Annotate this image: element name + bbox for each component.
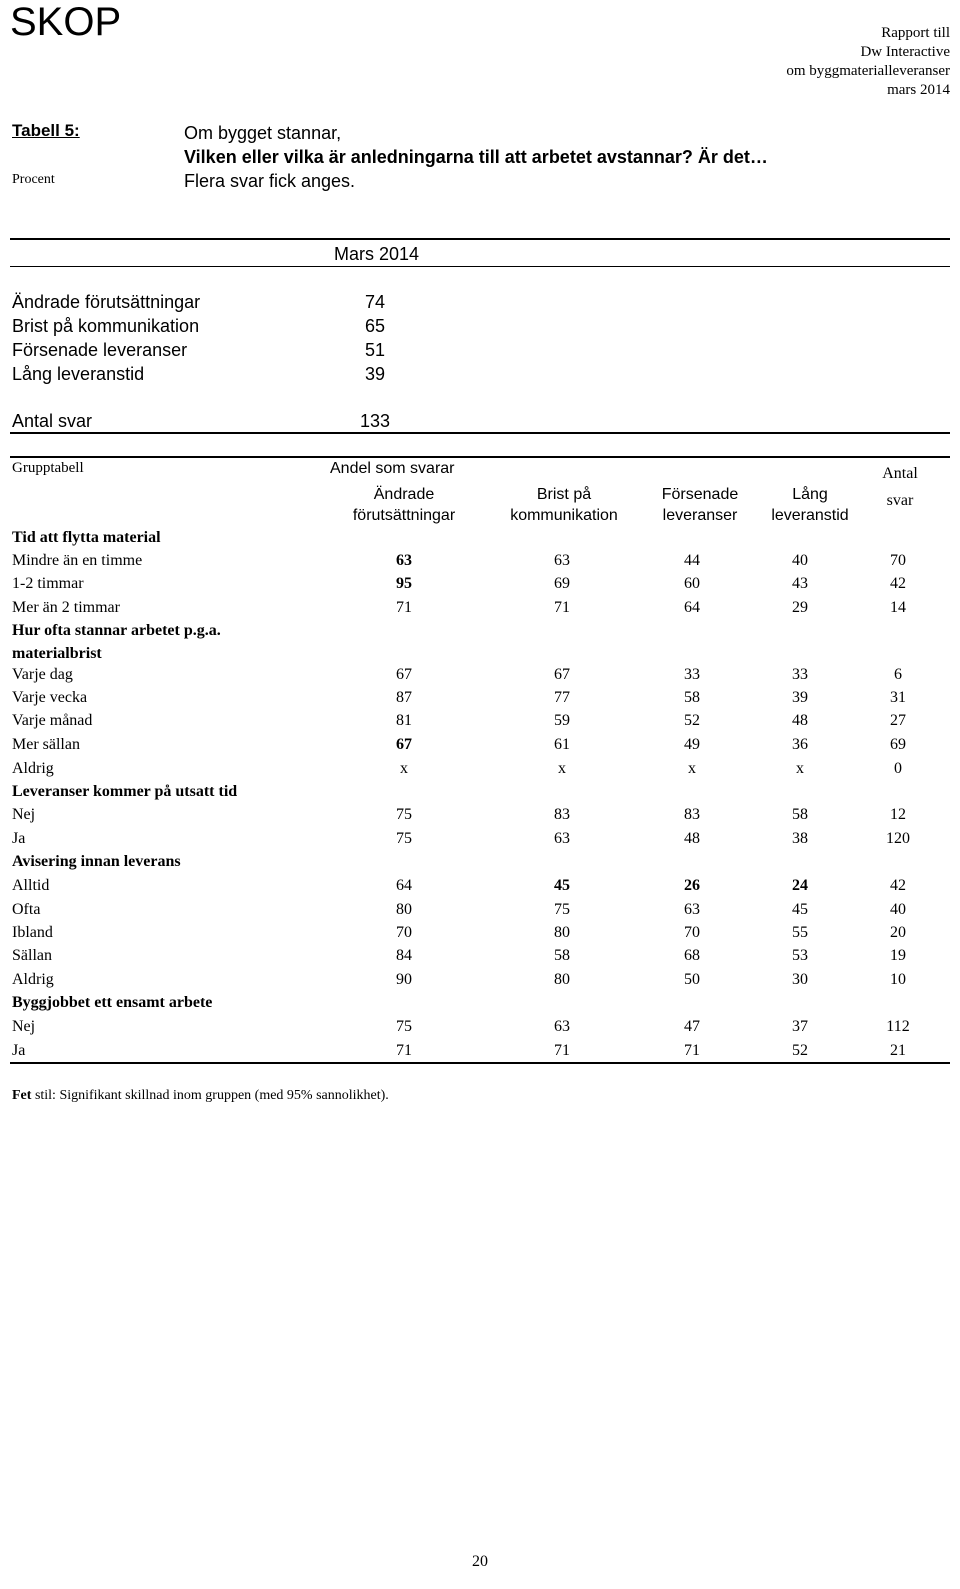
antal-svar-label: Antal svar — [12, 411, 93, 431]
value-cell: 75 — [396, 806, 412, 823]
antal-cell: 19 — [890, 947, 906, 964]
value-cell: 77 — [554, 689, 570, 706]
value-cell: 44 — [684, 552, 700, 569]
row-label: Aldrig — [12, 760, 54, 777]
page-number: 20 — [472, 1553, 488, 1570]
header-rule — [10, 266, 950, 267]
antal-cell: 10 — [890, 971, 906, 988]
column-header-line: Försenade — [661, 486, 739, 503]
value-cell: 30 — [792, 971, 808, 988]
value-cell: 33 — [684, 666, 700, 683]
value-cell: x — [400, 760, 408, 777]
value-cell: 60 — [684, 575, 700, 592]
value-cell: 67 — [396, 666, 412, 683]
group-header-label: Tid att flytta material — [12, 529, 161, 546]
table-row — [0, 877, 960, 900]
report-meta — [786, 24, 950, 100]
totals-row-value: 39 — [364, 364, 386, 384]
table-row — [0, 575, 960, 598]
totals-row-label: Försenade leveranser — [12, 340, 188, 360]
antal-cell: 14 — [890, 599, 906, 616]
row-label: Mer än 2 timmar — [12, 599, 120, 616]
table-bottom-rule — [10, 1062, 950, 1064]
row-label: Varje dag — [12, 666, 73, 683]
table-row — [0, 760, 960, 783]
value-cell: 63 — [554, 830, 570, 847]
group-header-row — [0, 622, 960, 645]
question-note: Flera svar fick anges. — [184, 171, 356, 191]
value-cell: 58 — [684, 689, 700, 706]
value-cell: 40 — [792, 552, 808, 569]
value-cell: 63 — [396, 552, 412, 569]
antal-cell: 31 — [890, 689, 906, 706]
value-cell: 75 — [396, 830, 412, 847]
value-cell: 95 — [396, 575, 412, 592]
value-cell: 80 — [396, 901, 412, 918]
value-cell: 33 — [792, 666, 808, 683]
column-header-lang — [748, 484, 872, 526]
antal-cell: 0 — [894, 760, 902, 777]
value-cell: 67 — [396, 736, 412, 753]
totals-row-value: 65 — [364, 316, 386, 336]
row-label: Mindre än en timme — [12, 552, 143, 569]
antal-cell: 42 — [890, 575, 906, 592]
group-header-label: Hur ofta stannar arbetet p.g.a. — [12, 622, 221, 639]
value-cell: 71 — [554, 599, 570, 616]
value-cell: 37 — [792, 1018, 808, 1035]
report-meta-line: Dw Interactive — [860, 44, 950, 60]
row-label: Nej — [12, 806, 36, 823]
value-cell: 63 — [684, 901, 700, 918]
value-cell: 52 — [792, 1042, 808, 1059]
report-meta-line: Rapport till — [881, 25, 950, 41]
value-cell: 90 — [396, 971, 412, 988]
column-header-line: kommunikation — [510, 507, 618, 524]
row-label: 1-2 timmar — [12, 575, 84, 592]
value-cell: 45 — [792, 901, 808, 918]
table-unit: Procent — [12, 172, 55, 187]
antal-svar-value: 133 — [360, 411, 391, 431]
table-row — [0, 666, 960, 689]
column-header-line: Ändrade — [373, 486, 435, 503]
value-cell: x — [558, 760, 566, 777]
value-cell: 52 — [684, 712, 700, 729]
antal-cell: 40 — [890, 901, 906, 918]
question-title: Vilken eller vilka är anledningarna till att arbetet avstannar? Är det… — [184, 147, 768, 167]
antal-column-header — [860, 460, 940, 514]
value-cell: 45 — [554, 877, 570, 894]
row-label: Varje månad — [12, 712, 93, 729]
column-header-andrade — [342, 484, 466, 526]
table-label: Tabell 5: — [12, 121, 80, 140]
column-header-line: leveranser — [662, 507, 738, 524]
table-row — [0, 689, 960, 712]
value-cell: 75 — [554, 901, 570, 918]
group-header-label: Leveranser kommer på utsatt tid — [12, 783, 238, 800]
column-header-line: förutsättningar — [352, 507, 456, 524]
group-header-label: materialbrist — [12, 645, 102, 662]
value-cell: 38 — [792, 830, 808, 847]
value-cell: 70 — [684, 924, 700, 941]
table-row — [0, 712, 960, 735]
value-cell: 75 — [396, 1018, 412, 1035]
footnote-text: stil: Signifikant skillnad inom gruppen (med 95% sannolikhet). — [31, 1088, 389, 1103]
row-label: Nej — [12, 1018, 36, 1035]
value-cell: 71 — [554, 1042, 570, 1059]
antal-cell: 70 — [890, 552, 906, 569]
antal-cell: 120 — [886, 830, 910, 847]
row-label: Alltid — [12, 877, 50, 894]
value-cell: 58 — [554, 947, 570, 964]
value-cell: 55 — [792, 924, 808, 941]
column-header-line: Brist på — [536, 486, 592, 503]
table-row — [0, 552, 960, 575]
value-cell: 71 — [396, 1042, 412, 1059]
footnote-bold: Fet — [12, 1088, 32, 1103]
group-table-subtitle: Andel som svarar — [330, 460, 455, 477]
row-label: Mer sällan — [12, 736, 80, 753]
value-cell: 84 — [396, 947, 412, 964]
value-cell: 26 — [684, 877, 700, 894]
table-row — [0, 971, 960, 994]
value-cell: 71 — [684, 1042, 700, 1059]
value-cell: x — [688, 760, 696, 777]
table-row — [0, 806, 960, 829]
report-meta-line: mars 2014 — [887, 82, 950, 98]
footnote — [12, 1088, 389, 1104]
value-cell: 36 — [792, 736, 808, 753]
row-label: Sällan — [12, 947, 52, 964]
value-cell: 83 — [554, 806, 570, 823]
value-cell: 87 — [396, 689, 412, 706]
value-cell: 47 — [684, 1018, 700, 1035]
value-cell: 71 — [396, 599, 412, 616]
group-header-row — [0, 529, 960, 552]
antal-header-line: Antal — [882, 465, 918, 482]
totals-row-value: 74 — [364, 292, 386, 312]
value-cell: 58 — [792, 806, 808, 823]
group-header-row — [0, 783, 960, 806]
antal-header-line: svar — [886, 492, 914, 509]
value-cell: 43 — [792, 575, 808, 592]
row-label: Varje vecka — [12, 689, 88, 706]
row-label: Aldrig — [12, 971, 54, 988]
column-header-line: Lång — [792, 486, 828, 503]
table-row — [0, 924, 960, 947]
value-cell: 83 — [684, 806, 700, 823]
value-cell: 64 — [396, 877, 412, 894]
value-cell: x — [796, 760, 804, 777]
antal-cell: 21 — [890, 1042, 906, 1059]
table-row — [0, 830, 960, 853]
value-cell: 61 — [554, 736, 570, 753]
table-top-rule — [10, 238, 950, 240]
column-header-brist — [502, 484, 626, 526]
value-cell: 80 — [554, 924, 570, 941]
group-header-row — [0, 645, 960, 668]
value-cell: 81 — [396, 712, 412, 729]
antal-cell: 20 — [890, 924, 906, 941]
totals-row-value: 51 — [364, 340, 386, 360]
column-header-line: leveranstid — [771, 507, 849, 524]
value-cell: 50 — [684, 971, 700, 988]
table-row — [0, 736, 960, 759]
report-meta-line: om byggmaterialleveranser — [786, 63, 950, 79]
value-cell: 69 — [554, 575, 570, 592]
value-cell: 48 — [684, 830, 700, 847]
value-cell: 29 — [792, 599, 808, 616]
value-cell: 24 — [792, 877, 808, 894]
value-cell: 63 — [554, 552, 570, 569]
group-header-row — [0, 994, 960, 1017]
value-cell: 48 — [792, 712, 808, 729]
column-header-forsenade — [638, 484, 762, 526]
value-cell: 63 — [554, 1018, 570, 1035]
totals-row-label: Ändrade förutsättningar — [12, 292, 201, 312]
row-label: Ja — [12, 830, 26, 847]
table-row — [0, 947, 960, 970]
table-row — [0, 1018, 960, 1041]
group-table-top-rule — [10, 456, 950, 458]
totals-row-label: Lång leveranstid — [12, 364, 145, 384]
group-header-row — [0, 853, 960, 876]
totals-row-label: Brist på kommunikation — [12, 316, 200, 336]
value-cell: 59 — [554, 712, 570, 729]
value-cell: 64 — [684, 599, 700, 616]
antal-cell: 69 — [890, 736, 906, 753]
value-cell: 53 — [792, 947, 808, 964]
value-cell: 67 — [554, 666, 570, 683]
antal-cell: 42 — [890, 877, 906, 894]
value-cell: 39 — [792, 689, 808, 706]
value-cell: 70 — [396, 924, 412, 941]
row-label: Ja — [12, 1042, 26, 1059]
table-row — [0, 599, 960, 622]
value-cell: 49 — [684, 736, 700, 753]
antal-cell: 12 — [890, 806, 906, 823]
antal-cell: 6 — [894, 666, 902, 683]
totals-bottom-rule — [10, 432, 950, 434]
group-header-label: Avisering innan leverans — [12, 853, 181, 870]
question-line: Om bygget stannar, — [184, 123, 342, 143]
antal-cell: 27 — [890, 712, 906, 729]
value-cell: 68 — [684, 947, 700, 964]
row-label: Ibland — [12, 924, 53, 941]
row-label: Ofta — [12, 901, 41, 918]
table-row — [0, 901, 960, 924]
antal-cell: 112 — [886, 1018, 910, 1035]
group-table-title: Grupptabell — [12, 460, 84, 476]
group-header-label: Byggjobbet ett ensamt arbete — [12, 994, 213, 1011]
totals-column-header: Mars 2014 — [334, 244, 420, 264]
value-cell: 80 — [554, 971, 570, 988]
logo: SKOP — [10, 0, 122, 44]
